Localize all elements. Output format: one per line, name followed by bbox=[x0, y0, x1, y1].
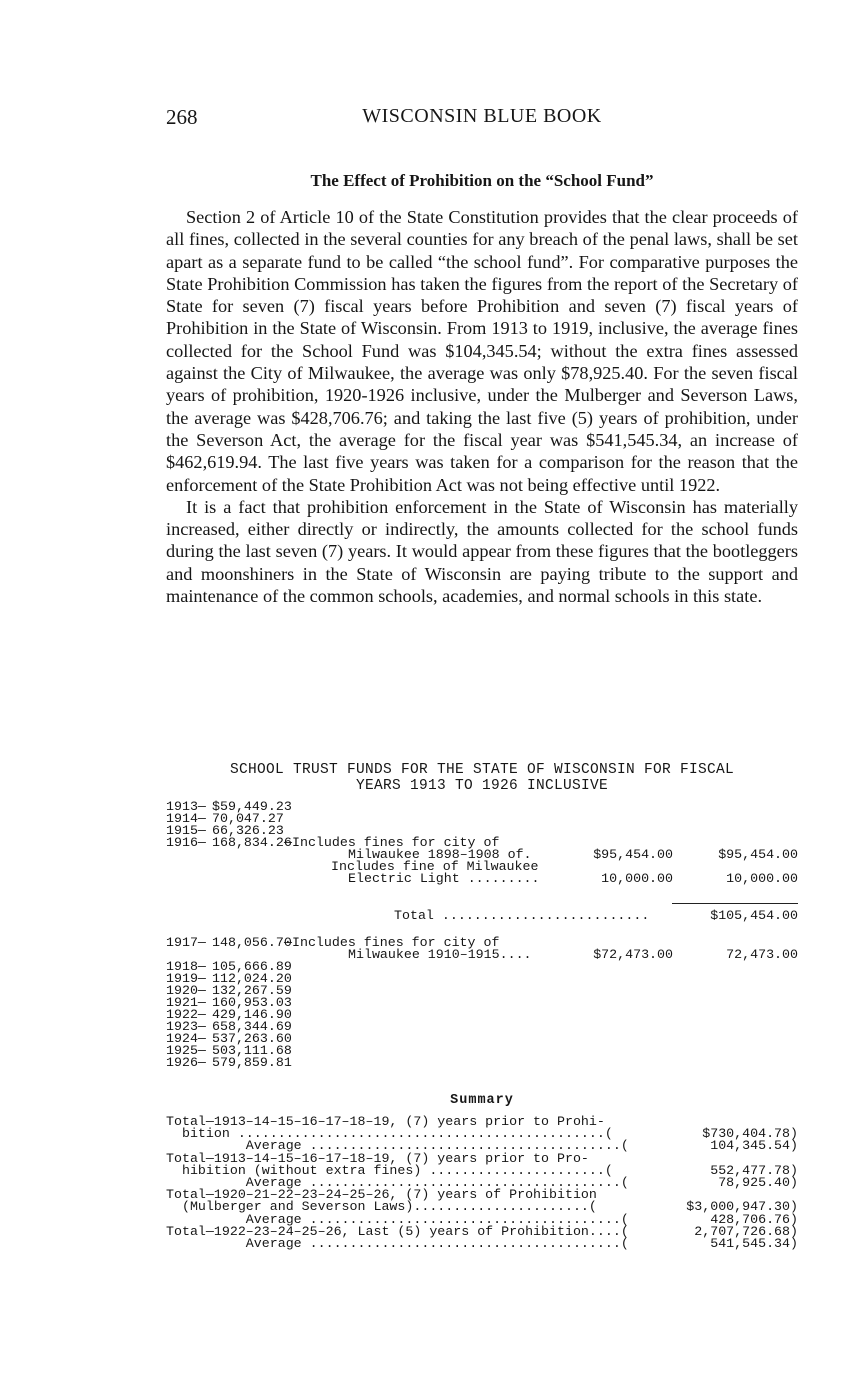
summary-label: hibition (without extra fines) ......................( bbox=[166, 1162, 613, 1178]
ledger-row bbox=[166, 910, 798, 922]
total-value: $105,454.00 bbox=[710, 908, 798, 923]
ledger-note: —Includes fines for city of bbox=[284, 935, 500, 950]
summary-value: 104,345.54) bbox=[710, 1138, 798, 1154]
page-header bbox=[166, 105, 798, 135]
summary-value: 541,545.34) bbox=[710, 1235, 798, 1251]
ledger-year: 1926— bbox=[166, 1055, 206, 1070]
summary-label: Total—1913–14–15–16–17–18–19, (7) years prior to Prohi- bbox=[166, 1114, 605, 1129]
ledger-amount: 112,024.20 bbox=[212, 971, 292, 986]
ledger-year: 1920— bbox=[166, 983, 206, 998]
page-number: 268 bbox=[166, 105, 198, 129]
ledger-year: 1918— bbox=[166, 959, 206, 974]
ledger-amount: 105,666.89 bbox=[212, 959, 292, 974]
ledger-row bbox=[166, 873, 798, 885]
ledger-year: 1915— bbox=[166, 823, 206, 838]
ledger-amount: 148,056.70 bbox=[212, 935, 292, 950]
summary-value: 552,477.78) bbox=[710, 1162, 798, 1178]
ledger-year: 1919— bbox=[166, 971, 206, 986]
ledger-amount: 579,859.81 bbox=[212, 1055, 292, 1070]
ledger-year: 1913— bbox=[166, 799, 206, 814]
fund-ledger-early bbox=[166, 801, 798, 885]
summary-label: bition ..............................................( bbox=[166, 1126, 613, 1142]
table-title-line: SCHOOL TRUST FUNDS FOR THE STATE OF WISCONSIN FOR FISCAL bbox=[229, 762, 735, 778]
ledger-value: 10,000.00 bbox=[726, 871, 798, 886]
ledger-year: 1914— bbox=[166, 811, 206, 826]
running-title: WISCONSIN BLUE BOOK bbox=[362, 105, 602, 127]
ledger-amount: 537,263.60 bbox=[212, 1031, 292, 1046]
ledger-note: Milwaukee 1910–1915.... bbox=[348, 947, 532, 962]
summary-label: Total—1920–21–22–23–24–25–26, (7) years of Prohibition bbox=[166, 1187, 597, 1203]
ledger-value: $95,454.00 bbox=[593, 847, 673, 862]
ledger-value: 10,000.00 bbox=[601, 871, 673, 886]
ledger-amount: 132,267.59 bbox=[212, 983, 292, 998]
paragraph: Section 2 of Article 10 of the State Constitution provides that the clear proceeds of all fines, collected in the several counties for any breach of the penal laws, shall be set apart as a separate fund to be called “the school fund”. For comparative purposes the State Prohibition Commission has taken the figures from the report of the Secretary of State for seven (7) fiscal years before Prohibition and seven (7) fiscal years of Prohibition in the State of Wisconsin. From 1913 to 1919, inclusive, the average fines collected for the School Fund was $104,345.54; without the extra fines assessed against the City of Milwaukee, the average was only $78,925.40. For the seven fiscal years of prohibition, 1920-1926 inclusive, under the Mulberger and Severson Laws, the average was $428,706.76; and taking the last five (5) years of prohibition, under the Severson Act, the average for the fiscal year was $541,545.34, an increase of $462,619.94. The last five years was taken for a comparison for the reason that the enforcement of the State Prohibition Act was not being effective until 1922. bbox=[166, 207, 798, 495]
summary-value: $730,404.78) bbox=[702, 1126, 798, 1142]
ledger-year: 1921— bbox=[166, 995, 206, 1010]
summary-label: Average .......................................( bbox=[166, 1211, 629, 1227]
ledger-note: —Includes fines for city of bbox=[284, 835, 500, 850]
total-rule bbox=[672, 903, 798, 904]
ledger-year: 1923— bbox=[166, 1019, 206, 1034]
ledger-amount: $59,449.23 bbox=[212, 799, 292, 814]
summary-block bbox=[166, 1116, 798, 1250]
ledger-amount: 168,834.26 bbox=[212, 835, 292, 850]
ledger-amount: 66,326.23 bbox=[212, 823, 284, 838]
summary-label: Total—1913–14–15–16–17–18–19, (7) years prior to Pro- bbox=[166, 1150, 589, 1166]
ledger-value: 72,473.00 bbox=[726, 947, 798, 962]
ledger-year: 1925— bbox=[166, 1043, 206, 1058]
summary-value: 428,706.76) bbox=[710, 1211, 798, 1227]
table-title-line: YEARS 1913 TO 1926 INCLUSIVE bbox=[355, 778, 609, 794]
fund-ledger-total bbox=[166, 910, 798, 922]
summary-value: 78,925.40) bbox=[718, 1174, 798, 1190]
summary-label: Average .......................................( bbox=[166, 1174, 629, 1190]
ledger-value: $95,454.00 bbox=[718, 847, 798, 862]
summary-value: 2,707,726.68) bbox=[694, 1223, 798, 1239]
summary-label: Average .......................................( bbox=[166, 1138, 629, 1154]
ledger-amount: 70,047.27 bbox=[212, 811, 284, 826]
ledger-amount: 503,111.68 bbox=[212, 1043, 292, 1058]
ledger-year: 1916— bbox=[166, 835, 206, 850]
summary-label: Average .......................................( bbox=[166, 1235, 629, 1251]
ledger-year: 1924— bbox=[166, 1031, 206, 1046]
article-title: The Effect of Prohibition on the “School Fund” bbox=[310, 171, 654, 190]
fund-ledger-late bbox=[166, 937, 798, 1069]
ledger-year: 1922— bbox=[166, 1007, 206, 1022]
ledger-amount: 160,953.03 bbox=[212, 995, 292, 1010]
ledger-year: 1917— bbox=[166, 935, 206, 950]
summary-label: Total—1922–23–24–25–26, Last (5) years of Prohibition....( bbox=[166, 1223, 629, 1239]
summary-title: Summary bbox=[450, 1093, 514, 1108]
ledger-note: Includes fine of Milwaukee bbox=[331, 859, 539, 874]
ledger-amount: 658,344.69 bbox=[212, 1019, 292, 1034]
summary-label: (Mulberger and Severson Laws)......................( bbox=[166, 1199, 597, 1215]
article-body bbox=[166, 206, 798, 607]
ledger-value: $72,473.00 bbox=[593, 947, 673, 962]
summary-value: $3,000,947.30) bbox=[686, 1199, 798, 1215]
paragraph: It is a fact that prohibition enforcement in the State of Wisconsin has materially increased, either directly or indirectly, the amounts collected for the school funds during the last seven (7) years. It would appear from these figures that the bootleggers and moonshiners in the State of Wisconsin are paying tribute to the support and maintenance of the common schools, academies, and normal schools in this state. bbox=[166, 496, 798, 607]
total-label: Total .......................... bbox=[394, 908, 650, 923]
table-title bbox=[166, 762, 798, 794]
ledger-note: Milwaukee 1898–1908 of. bbox=[348, 847, 532, 862]
ledger-row bbox=[166, 1057, 798, 1069]
summary-row bbox=[166, 1235, 798, 1251]
ledger-note: Electric Light ......... bbox=[348, 871, 540, 886]
ledger-amount: 429,146.90 bbox=[212, 1007, 292, 1022]
